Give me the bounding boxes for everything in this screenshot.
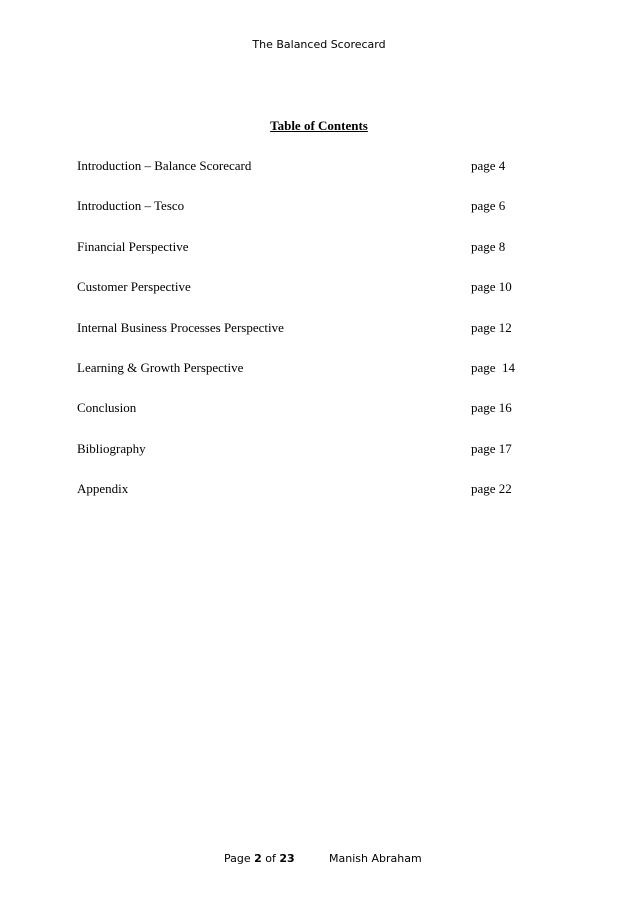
page-header: The Balanced Scorecard bbox=[252, 38, 386, 51]
toc-entry bbox=[77, 198, 537, 238]
toc-entry bbox=[77, 481, 537, 521]
page-number-current: 2 bbox=[254, 852, 262, 865]
toc-entry-label: Customer Perspective bbox=[77, 279, 191, 295]
toc-entry bbox=[77, 279, 537, 319]
toc-title: Table of Contents bbox=[270, 118, 368, 133]
toc-entry-label: Bibliography bbox=[77, 440, 146, 456]
toc-entry bbox=[77, 239, 537, 279]
page-number-of: of bbox=[261, 852, 280, 865]
toc-list bbox=[77, 158, 537, 522]
toc-entry-page: page 6 bbox=[471, 198, 506, 214]
toc-entry-page: page 12 bbox=[471, 319, 512, 335]
toc-entry-page: page 4 bbox=[471, 158, 506, 173]
toc-entry-label: Appendix bbox=[77, 481, 129, 497]
toc-entry-label: Conclusion bbox=[77, 400, 137, 416]
footer-author: Manish Abraham bbox=[329, 852, 422, 865]
toc-entry-label: Introduction – Tesco bbox=[77, 198, 185, 214]
page-number-total: 23 bbox=[279, 852, 295, 865]
toc-entry-label: Financial Perspective bbox=[77, 238, 189, 254]
toc-entry-label: Introduction – Balance Scorecard bbox=[77, 158, 252, 173]
toc-entry bbox=[77, 320, 537, 360]
toc-entry-page: page 22 bbox=[471, 481, 512, 497]
toc-entry-page: page 17 bbox=[471, 440, 512, 456]
toc-entry bbox=[77, 441, 537, 481]
toc-entry-page: page 8 bbox=[471, 238, 506, 254]
toc-entry bbox=[77, 158, 537, 198]
page-number-prefix: Page bbox=[224, 852, 255, 865]
toc-entry-page: page 10 bbox=[471, 279, 512, 295]
toc-entry-page: page 14 bbox=[471, 359, 516, 375]
page-number bbox=[224, 852, 295, 866]
toc-entry-page: page 16 bbox=[471, 400, 512, 416]
toc-entry-label: Internal Business Processes Perspective bbox=[77, 319, 284, 335]
toc-entry bbox=[77, 360, 537, 400]
toc-entry-label: Learning & Growth Perspective bbox=[77, 359, 244, 375]
toc-entry bbox=[77, 400, 537, 440]
